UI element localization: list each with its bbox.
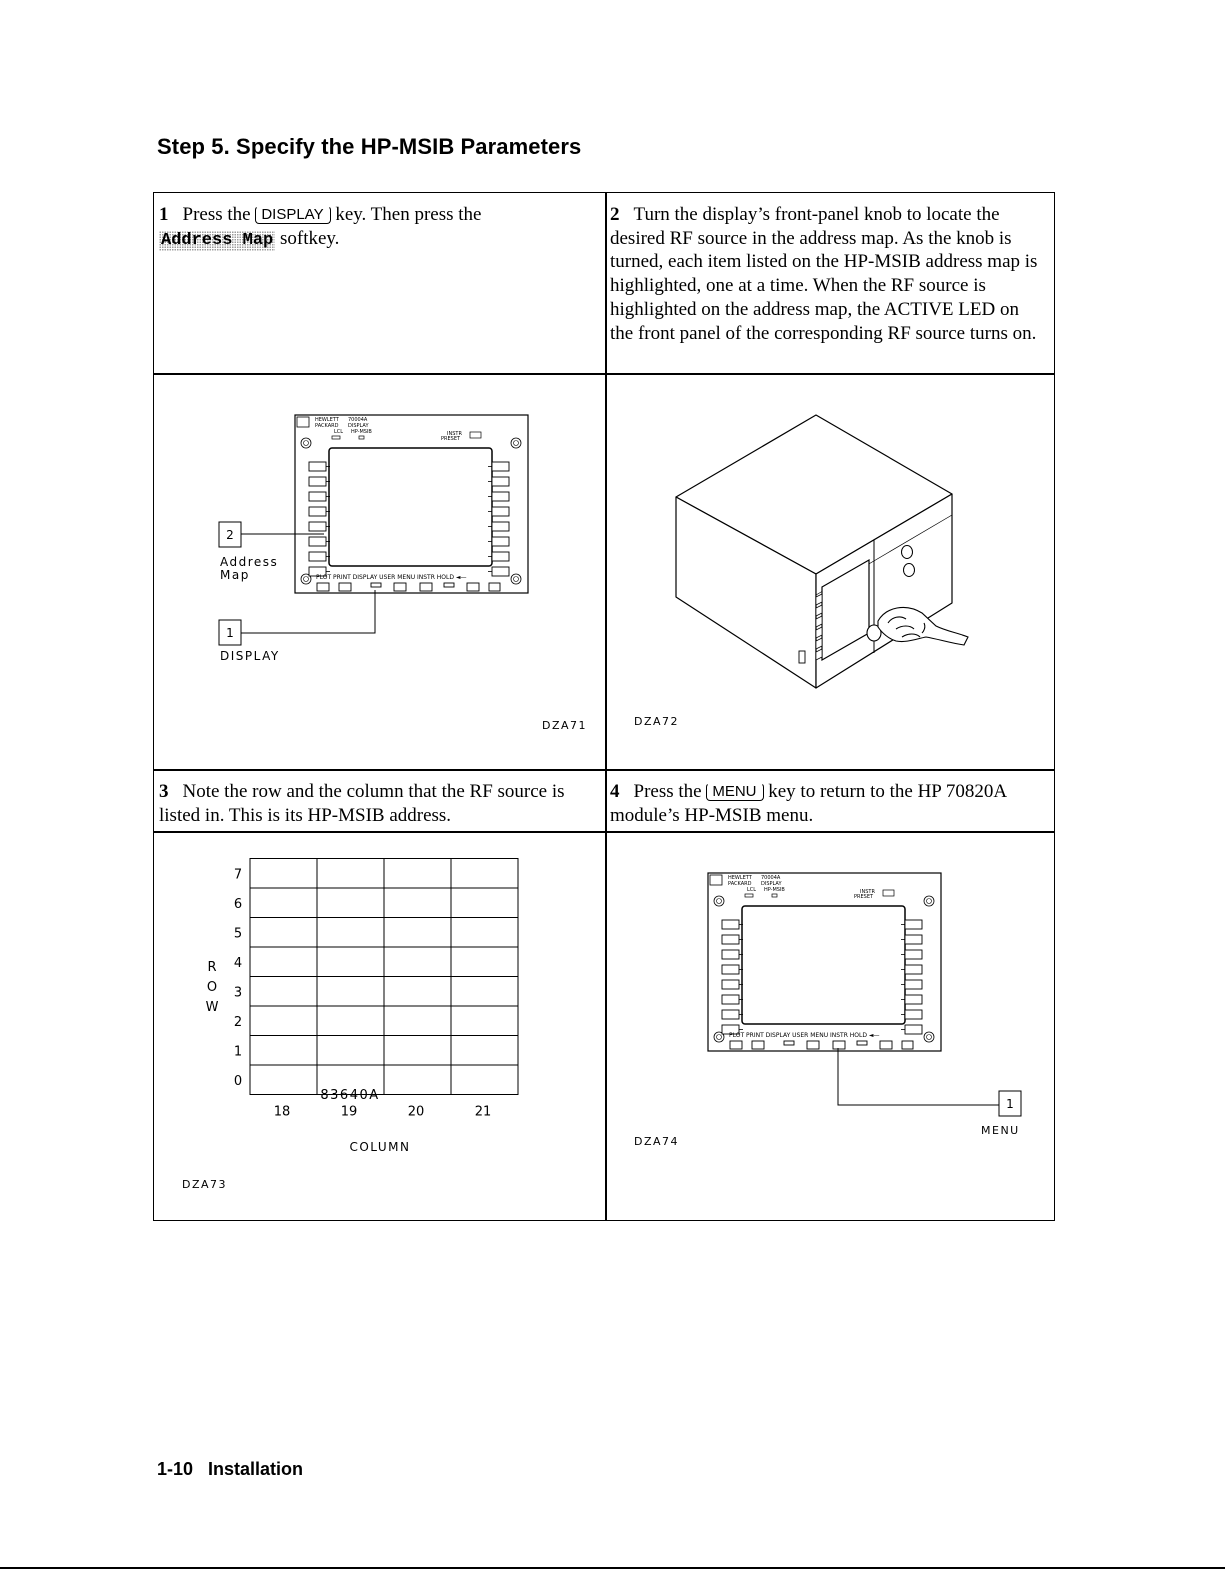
softkey-left bbox=[309, 492, 326, 501]
address-map-cell bbox=[317, 1036, 384, 1066]
display-front-panel bbox=[295, 415, 528, 593]
softkey-right bbox=[905, 980, 922, 989]
panel-brand-2: PACKARD bbox=[315, 423, 339, 429]
softkey-right bbox=[905, 935, 922, 944]
softkey-right bbox=[905, 950, 922, 959]
panel-brand-1: HEWLETT bbox=[728, 875, 752, 881]
figure-code-dza74: DZA74 bbox=[634, 1135, 680, 1148]
address-map-label-1: Address bbox=[220, 555, 279, 569]
softkey-right bbox=[492, 522, 509, 531]
front-panel-key bbox=[394, 583, 406, 591]
row-axis-letter: O bbox=[206, 980, 218, 995]
panel-msib: HP-MSIB bbox=[351, 429, 372, 435]
figure-front-panel-knob bbox=[606, 375, 1056, 769]
figure-display-address-map bbox=[154, 375, 604, 769]
address-map-cell bbox=[384, 918, 451, 948]
row-label: 5 bbox=[233, 926, 243, 942]
address-map-cell bbox=[317, 859, 384, 889]
address-map-cell bbox=[250, 859, 317, 889]
row-label: 6 bbox=[233, 896, 243, 912]
row-label: 2 bbox=[233, 1014, 243, 1030]
address-map-cell bbox=[250, 977, 317, 1007]
panel-msib: HP-MSIB bbox=[764, 887, 785, 893]
front-panel-key bbox=[489, 583, 500, 591]
softkey-right bbox=[492, 462, 509, 471]
front-panel-key bbox=[730, 1041, 742, 1049]
step-table bbox=[153, 192, 1055, 1221]
softkey-left bbox=[722, 935, 739, 944]
front-panel-key bbox=[371, 583, 381, 587]
softkey-left bbox=[309, 462, 326, 471]
address-map-cell bbox=[451, 859, 518, 889]
step-3-text: 3 Note the row and the column that the RF source is listed in. This is its HP-MSIB address. bbox=[159, 781, 565, 826]
step-2-number: 2 bbox=[610, 204, 620, 225]
figure-code-dza71: DZA71 bbox=[542, 719, 588, 732]
address-map-cell bbox=[384, 1065, 451, 1095]
address-map-cell bbox=[451, 888, 518, 918]
softkey-left bbox=[309, 507, 326, 516]
address-map-cell bbox=[451, 918, 518, 948]
front-panel-key bbox=[317, 583, 329, 591]
address-map-cell bbox=[317, 977, 384, 1007]
step-4-number: 4 bbox=[610, 781, 620, 802]
panel-brand-1: HEWLETT bbox=[315, 417, 339, 423]
row-axis-letter: R bbox=[207, 960, 217, 975]
address-map-cell bbox=[451, 947, 518, 977]
row-label: 0 bbox=[233, 1073, 243, 1089]
figure-code-dza72: DZA72 bbox=[634, 715, 680, 728]
callout-1-number: 1 bbox=[1006, 1097, 1014, 1111]
column-label: 19 bbox=[340, 1104, 358, 1120]
address-map-cell bbox=[451, 1006, 518, 1036]
address-entry-83640a: 83640A bbox=[320, 1088, 380, 1103]
figure-code-dza73: DZA73 bbox=[182, 1178, 228, 1191]
address-map-cell bbox=[250, 1036, 317, 1066]
address-map-cell bbox=[250, 947, 317, 977]
callout-1-number: 1 bbox=[226, 626, 234, 640]
address-map-label-2: Map bbox=[220, 568, 250, 582]
row-axis-letter: W bbox=[205, 1000, 219, 1015]
softkey-left bbox=[722, 980, 739, 989]
address-map-softkey: Address Map bbox=[161, 230, 274, 250]
step-4-text: 4 Press the MENU key to return to the HP 70820A module’s HP-MSIB menu. bbox=[610, 781, 1007, 826]
panel-model-sub: DISPLAY bbox=[761, 881, 782, 887]
panel-model: 70004A bbox=[761, 875, 781, 881]
front-panel-key bbox=[752, 1041, 764, 1049]
front-panel-key bbox=[902, 1041, 913, 1049]
address-map-cell bbox=[317, 918, 384, 948]
panel-model: 70004A bbox=[348, 417, 368, 423]
table-divider-2 bbox=[154, 769, 1054, 771]
column-label: 20 bbox=[407, 1104, 425, 1120]
softkey-left bbox=[309, 477, 326, 486]
bottom-rule bbox=[0, 1567, 1225, 1569]
display-key: DISPLAY bbox=[255, 206, 330, 224]
step-1-number: 1 bbox=[159, 204, 169, 225]
step-2-text: 2 Turn the display’s front-panel knob to locate the desired RF source in the address map. As the knob is turned, each item listed on the HP-MSIB address map is highlighted, one at a time. When the RF source is highlighted on the address map, the ACTIVE LED on the front panel of the corresponding RF source turns on. bbox=[610, 204, 1038, 344]
step-1-text: 1 Press the DISPLAY key. Then press the Address Map softkey. bbox=[159, 204, 482, 250]
panel-instr-1: INSTR bbox=[860, 889, 875, 895]
softkey-left bbox=[309, 552, 326, 561]
softkey-right bbox=[492, 552, 509, 561]
display-front-panel bbox=[708, 873, 941, 1051]
panel-instr-2: PRESET bbox=[854, 894, 874, 900]
front-panel-key bbox=[467, 583, 479, 591]
display-screen bbox=[329, 448, 492, 566]
panel-instr-2: PRESET bbox=[441, 436, 461, 442]
address-map-cell bbox=[384, 1006, 451, 1036]
address-map-cell bbox=[317, 947, 384, 977]
address-map-cell bbox=[250, 918, 317, 948]
panel-instr-1: INSTR bbox=[447, 431, 462, 437]
address-map-cell bbox=[451, 1065, 518, 1095]
figure-display-menu bbox=[606, 833, 1056, 1221]
softkey-right bbox=[905, 965, 922, 974]
softkey-right bbox=[905, 1010, 922, 1019]
address-map-cell bbox=[384, 947, 451, 977]
softkey-right bbox=[492, 492, 509, 501]
panel-bottom-labels: PLOT PRINT DISPLAY USER MENU INSTR HOLD ◄— bbox=[316, 574, 467, 581]
softkey-left bbox=[309, 537, 326, 546]
address-map-cell bbox=[451, 977, 518, 1007]
address-map-grid bbox=[250, 859, 518, 1095]
panel-lcl: LCL bbox=[747, 887, 757, 893]
softkey-right bbox=[492, 537, 509, 546]
column-label: 21 bbox=[474, 1104, 492, 1120]
softkey-left bbox=[309, 522, 326, 531]
page-footer: 1-10 Installation bbox=[157, 1459, 304, 1479]
front-panel-key bbox=[444, 583, 454, 587]
column-axis-label: COLUMN bbox=[349, 1140, 411, 1154]
front-panel-key bbox=[784, 1041, 794, 1045]
address-map-cell bbox=[250, 1006, 317, 1036]
softkey-right bbox=[492, 477, 509, 486]
panel-lcl: LCL bbox=[334, 429, 344, 435]
softkey-left bbox=[722, 965, 739, 974]
row-label: 1 bbox=[233, 1044, 243, 1060]
front-panel-key bbox=[420, 583, 432, 591]
softkey-right bbox=[905, 995, 922, 1004]
panel-model-sub: DISPLAY bbox=[348, 423, 369, 429]
display-screen bbox=[742, 906, 905, 1024]
softkey-left bbox=[722, 1010, 739, 1019]
front-panel-key bbox=[339, 583, 351, 591]
softkey-left bbox=[722, 995, 739, 1004]
row-label: 4 bbox=[233, 955, 243, 971]
panel-brand-2: PACKARD bbox=[728, 881, 752, 887]
figure-address-map-grid bbox=[154, 833, 604, 1221]
front-panel-key bbox=[880, 1041, 892, 1049]
panel-bottom-labels: PLOT PRINT DISPLAY USER MENU INSTR HOLD ◄— bbox=[729, 1032, 880, 1039]
front-panel-key bbox=[833, 1041, 845, 1049]
step-3-number: 3 bbox=[159, 781, 169, 802]
softkey-right bbox=[905, 1025, 922, 1034]
softkey-right bbox=[492, 507, 509, 516]
row-label: 3 bbox=[233, 985, 243, 1001]
menu-key: MENU bbox=[706, 783, 763, 801]
page-title: Step 5. Specify the HP-MSIB Parameters bbox=[157, 134, 582, 159]
softkey-left bbox=[722, 950, 739, 959]
menu-label: MENU bbox=[981, 1124, 1020, 1137]
address-map-cell bbox=[317, 888, 384, 918]
address-map-cell bbox=[384, 977, 451, 1007]
address-map-cell bbox=[384, 1036, 451, 1066]
address-map-cell bbox=[317, 1006, 384, 1036]
softkey-right bbox=[905, 920, 922, 929]
address-map-cell bbox=[250, 888, 317, 918]
front-panel-key bbox=[857, 1041, 867, 1045]
address-map-cell bbox=[451, 1036, 518, 1066]
display-label: DISPLAY bbox=[220, 649, 280, 663]
callout-2-number: 2 bbox=[226, 528, 234, 542]
address-map-cell bbox=[384, 888, 451, 918]
row-label: 7 bbox=[233, 867, 243, 883]
softkey-left bbox=[722, 920, 739, 929]
address-map-cell bbox=[250, 1065, 317, 1095]
column-label: 18 bbox=[273, 1104, 291, 1120]
front-panel-key bbox=[807, 1041, 819, 1049]
softkey-right bbox=[492, 567, 509, 576]
address-map-cell bbox=[384, 859, 451, 889]
